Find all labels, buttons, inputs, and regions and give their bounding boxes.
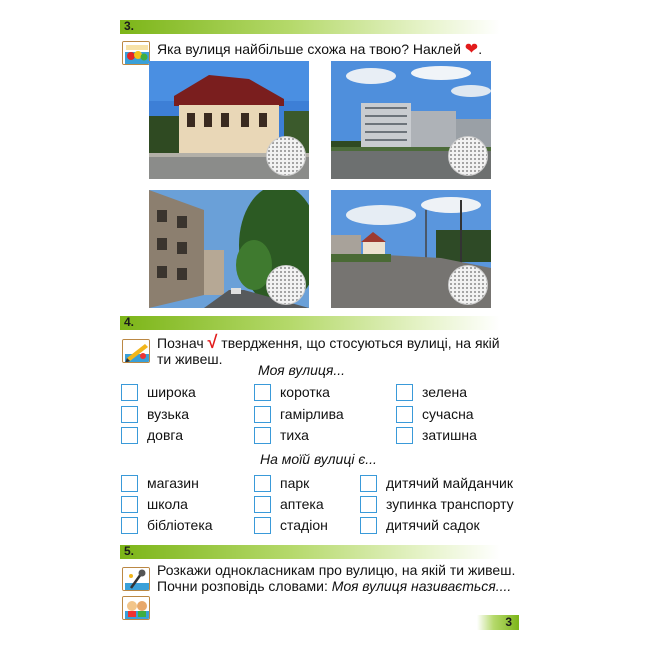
street-photo-1[interactable]	[149, 61, 309, 179]
checkbox[interactable]	[396, 406, 413, 423]
option-checkbox[interactable]: широка	[121, 383, 196, 401]
option-checkbox[interactable]: стадіон	[254, 516, 328, 534]
task-4-instruction: Познач √ твердження, що стосуються вулиці, на якій ти живеш.	[157, 332, 500, 367]
street-photo-4[interactable]	[331, 190, 491, 308]
option-checkbox[interactable]: зупинка транспорту	[360, 495, 514, 513]
option-checkbox[interactable]: вузька	[121, 405, 189, 423]
checkbox[interactable]	[121, 517, 138, 534]
checkbox[interactable]	[121, 406, 138, 423]
checkbox[interactable]	[121, 475, 138, 492]
speech-activity-icon	[122, 596, 150, 620]
option-checkbox[interactable]: коротка	[254, 383, 330, 401]
sticker-placeholder[interactable]	[448, 136, 488, 176]
task-5-header	[120, 545, 500, 559]
option-checkbox[interactable]: магазин	[121, 474, 199, 492]
checkbox[interactable]	[396, 427, 413, 444]
option-checkbox[interactable]: зелена	[396, 383, 467, 401]
task-3-number: 3.	[124, 19, 135, 33]
option-checkbox[interactable]: бібліотека	[121, 516, 213, 534]
checkbox[interactable]	[360, 517, 377, 534]
checkbox[interactable]	[254, 427, 271, 444]
checkbox[interactable]	[254, 496, 271, 513]
sticker-placeholder[interactable]	[266, 265, 306, 305]
heart-icon: ❤	[464, 41, 479, 58]
checkbox[interactable]	[254, 406, 271, 423]
group-1-title: Моя вулиця...	[258, 362, 346, 378]
task-3-header	[120, 20, 500, 34]
option-checkbox[interactable]: тиха	[254, 426, 309, 444]
microphone-activity-icon	[122, 567, 150, 591]
checkbox[interactable]	[121, 427, 138, 444]
street-photo-2[interactable]	[331, 61, 491, 179]
option-checkbox[interactable]: школа	[121, 495, 188, 513]
checkbox[interactable]	[121, 384, 138, 401]
checkbox[interactable]	[121, 496, 138, 513]
checkbox[interactable]	[360, 475, 377, 492]
option-checkbox[interactable]: довга	[121, 426, 183, 444]
checkmark-icon: √	[207, 332, 218, 352]
checkbox[interactable]	[360, 496, 377, 513]
street-photo-3[interactable]	[149, 190, 309, 308]
sticker-placeholder[interactable]	[448, 265, 488, 305]
task-5-number: 5.	[124, 544, 135, 558]
task-3-instruction: Яка вулиця найбільше схожа на твою? Наклей ❤.	[157, 41, 483, 58]
checkbox[interactable]	[396, 384, 413, 401]
checkbox[interactable]	[254, 384, 271, 401]
option-checkbox[interactable]: аптека	[254, 495, 324, 513]
group-2-title: На моїй вулиці є...	[260, 451, 377, 467]
option-checkbox[interactable]: дитячий майданчик	[360, 474, 513, 492]
checkbox[interactable]	[254, 475, 271, 492]
option-checkbox[interactable]: гамірлива	[254, 405, 344, 423]
checkbox[interactable]	[254, 517, 271, 534]
pencil-activity-icon	[122, 339, 150, 363]
task-4-header	[120, 316, 500, 330]
option-checkbox[interactable]: затишна	[396, 426, 477, 444]
page-number: 3	[477, 615, 519, 630]
sticker-placeholder[interactable]	[266, 136, 306, 176]
option-checkbox[interactable]: дитячий садок	[360, 516, 480, 534]
task-5-instruction: Розкажи однокласникам про вулицю, на якій ти живеш. Почни розповідь словами: Моя вулиця називається....	[157, 562, 516, 594]
sticker-activity-icon	[122, 41, 150, 65]
task-4-number: 4.	[124, 315, 135, 329]
option-checkbox[interactable]: сучасна	[396, 405, 474, 423]
option-checkbox[interactable]: парк	[254, 474, 309, 492]
